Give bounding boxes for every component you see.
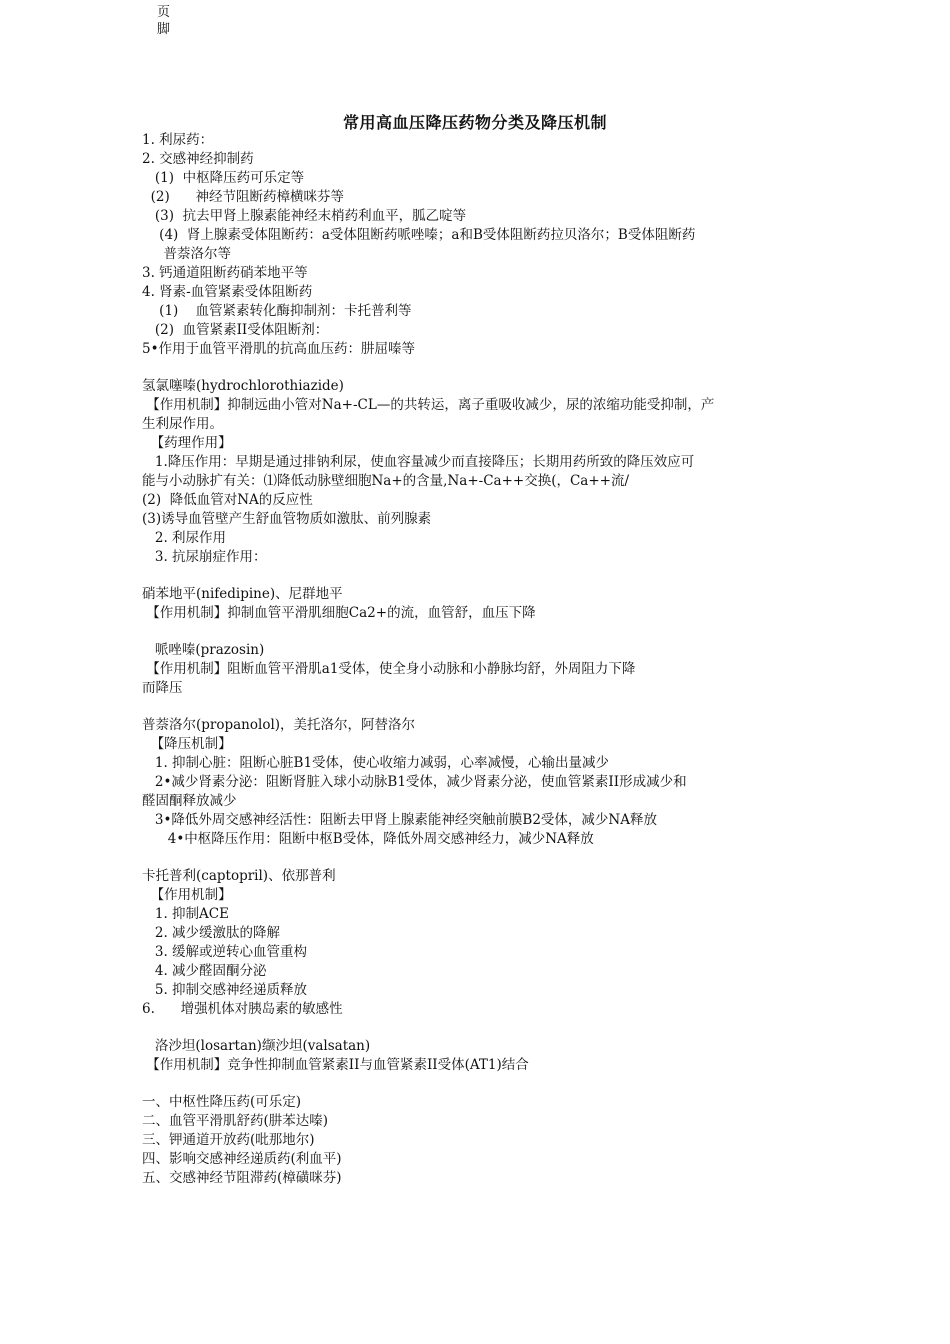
mechanism-text: 醛固酮释放减少 bbox=[142, 793, 237, 809]
mechanism-text: 而降压 bbox=[142, 680, 183, 696]
class-line: 2. 交感神经抑制药 bbox=[142, 151, 254, 167]
section-heading: 【降压机制】 bbox=[142, 736, 232, 752]
section-prazosin bbox=[142, 641, 814, 698]
mechanism-text: 【作用机制】抑制血管平滑肌细胞Ca2+的流，血管舒，血压下降 bbox=[142, 605, 536, 621]
class-line: (1) 中枢降压药可乐定等 bbox=[142, 170, 305, 186]
footer-char-2: 脚 bbox=[157, 22, 171, 37]
class-line: (1) 血管紧素转化酶抑制剂：卡托普利等 bbox=[142, 303, 412, 319]
mechanism-text: 【作用机制】竞争性抑制血管紧素II与血管紧素II受体(AT1)结合 bbox=[142, 1057, 529, 1073]
mechanism-text: 4. 减少醛固酮分泌 bbox=[142, 963, 267, 979]
pharmacology-text: 1.降压作用：早期是通过排钠利尿，使血容量减少而直接降压；长期用药所致的降压效应可 bbox=[142, 454, 695, 470]
class-line: 1. 利尿药： bbox=[142, 132, 214, 148]
class-line: 普萘洛尔等 bbox=[142, 246, 231, 262]
mechanism-text: 1. 抑制心脏：阻断心脏B1受体，使心收缩力减弱，心率减慢，心输出量减少 bbox=[142, 755, 610, 771]
section-heading: 【作用机制】 bbox=[142, 887, 232, 903]
drug-name: 洛沙坦(losartan)缬沙坦(valsatan) bbox=[142, 1038, 371, 1054]
pharmacology-text: 能与小动脉扩有关：⑴降低动脉壁细胞Na+的含量,Na+-Ca++交换(，Ca++流/ bbox=[142, 473, 630, 489]
section-hydrochlorothiazide bbox=[142, 377, 814, 567]
mechanism-text: 【作用机制】抑制远曲小管对Na+-CL—的共转运，离子重吸收减少，尿的浓缩功能受抑制，产 bbox=[142, 397, 715, 413]
class-line: (4) 肾上腺素受体阻断药：a受体阻断药哌唑嗪；a和B受体阻断药拉贝洛尔；B受体阻断药 bbox=[142, 227, 696, 243]
footer-char-1: 页 bbox=[157, 5, 171, 20]
class-line: (2) 神经节阻断药樟横咪芬等 bbox=[142, 189, 344, 205]
pharmacology-text: 2. 利尿作用 bbox=[142, 530, 227, 546]
summary-item: 一、中枢性降压药(可乐定) bbox=[142, 1094, 302, 1110]
summary-item: 四、影响交感神经递质药(利血平) bbox=[142, 1151, 342, 1167]
drug-name: 硝苯地平(nifedipine)、尼群地平 bbox=[142, 586, 343, 602]
page-footer-label bbox=[157, 4, 173, 38]
class-line: 4. 肾素-血管紧素受体阻断药 bbox=[142, 284, 313, 300]
drug-name: 普萘洛尔(propanolol)，美托洛尔，阿替洛尔 bbox=[142, 717, 416, 733]
mechanism-text: 2•减少肾素分泌：阻断肾脏入球小动脉B1受体，减少肾素分泌，使血管紧素II形成减少和 bbox=[142, 774, 687, 790]
section-nifedipine bbox=[142, 585, 814, 623]
mechanism-text: 5. 抑制交感神经递质释放 bbox=[142, 982, 308, 998]
class-line: (3) 抗去甲肾上腺素能神经末梢药利血平，胍乙啶等 bbox=[142, 208, 467, 224]
document-body bbox=[142, 131, 814, 1188]
mechanism-text: 4•中枢降压作用：阻断中枢B受体，降低外周交感神经力，减少NA释放 bbox=[142, 831, 594, 847]
document-title: 常用高血压降压药物分类及降压机制 bbox=[342, 113, 607, 132]
drug-class-list bbox=[142, 131, 814, 359]
section-propranolol bbox=[142, 716, 814, 849]
pharmacology-text: 3. 抗尿崩症作用： bbox=[142, 549, 267, 565]
mechanism-text: 【作用机制】阻断血管平滑肌a1受体，使全身小动脉和小静脉均舒，外周阻力下降 bbox=[142, 661, 636, 677]
drug-name: 卡托普利(captopril)、依那普利 bbox=[142, 868, 336, 884]
section-heading: 【药理作用】 bbox=[142, 435, 232, 451]
section-losartan bbox=[142, 1037, 814, 1075]
mechanism-text: 6. 增强机体对胰岛素的敏感性 bbox=[142, 1001, 343, 1017]
mechanism-text: 3•降低外周交感神经活性：阻断去甲肾上腺素能神经突触前膜B2受体，减少NA释放 bbox=[142, 812, 657, 828]
mechanism-text: 2. 减少缓激肽的降解 bbox=[142, 925, 281, 941]
mechanism-text: 生利尿作用。 bbox=[142, 416, 223, 432]
summary-item: 二、血管平滑肌舒药(肼苯达嗪) bbox=[142, 1113, 329, 1129]
mechanism-text: 1. 抑制ACE bbox=[142, 906, 229, 922]
summary-item: 三、钾通道开放药(吡那地尔) bbox=[142, 1132, 315, 1148]
summary-list bbox=[142, 1093, 814, 1188]
drug-name: 氢氯噻嗪(hydrochlorothiazide) bbox=[142, 378, 344, 394]
mechanism-text: 3. 缓解或逆转心血管重构 bbox=[142, 944, 308, 960]
class-line: 5•作用于血管平滑肌的抗高血压药：肼屈嗪等 bbox=[142, 341, 416, 357]
summary-item: 五、交感神经节阻滞药(樟磺咪芬) bbox=[142, 1170, 342, 1186]
pharmacology-text: (2) 降低血管对NA的反应性 bbox=[142, 492, 313, 508]
class-line: 3. 钙通道阻断药硝苯地平等 bbox=[142, 265, 308, 281]
drug-name: 哌唑嗪(prazosin) bbox=[142, 642, 265, 658]
pharmacology-text: (3)诱导血管壁产生舒血管物质如激肽、前列腺素 bbox=[142, 511, 432, 527]
class-line: (2) 血管紧素II受体阻断剂： bbox=[142, 322, 329, 338]
section-captopril bbox=[142, 867, 814, 1019]
